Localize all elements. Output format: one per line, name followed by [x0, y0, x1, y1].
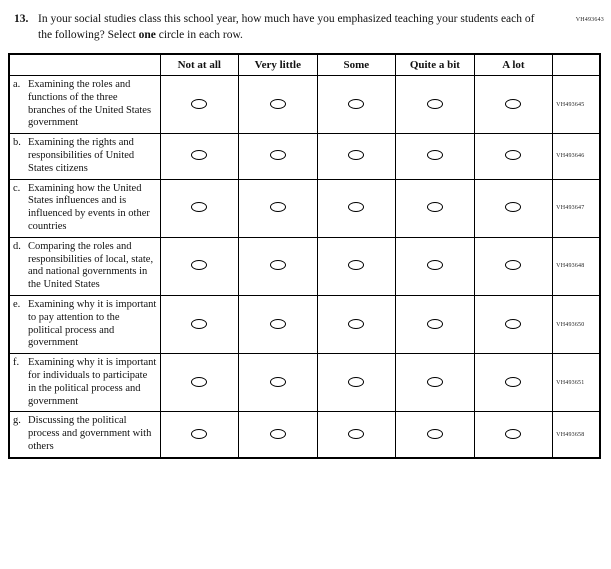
table-row: [9, 179, 600, 237]
response-bubble[interactable]: [348, 150, 364, 160]
response-cell-very-little[interactable]: [239, 412, 318, 458]
response-bubble[interactable]: [270, 99, 286, 109]
row-label-cell: [9, 134, 160, 179]
response-cell-a-lot[interactable]: [474, 295, 553, 353]
table-row: [9, 412, 600, 458]
form-code: VH493643: [575, 17, 604, 23]
row-label: Examining how the United States influences and is influenced by events in other countries: [28, 182, 150, 232]
response-bubble[interactable]: [270, 150, 286, 160]
response-cell-not-at-all[interactable]: [160, 76, 239, 134]
table-row: [9, 237, 600, 295]
response-cell-very-little[interactable]: [239, 237, 318, 295]
row-letter: g.: [13, 415, 21, 427]
row-label: Comparing the roles and responsibilities of local, state, and national governments in the United States: [28, 240, 154, 291]
response-cell-some[interactable]: [317, 179, 396, 237]
response-bubble[interactable]: [270, 429, 286, 439]
response-bubble[interactable]: [191, 202, 207, 212]
row-label-cell: [9, 412, 160, 458]
response-bubble[interactable]: [427, 319, 443, 329]
response-bubble[interactable]: [191, 429, 207, 439]
response-bubble[interactable]: [191, 377, 207, 387]
response-cell-very-little[interactable]: [239, 295, 318, 353]
response-cell-quite-a-bit[interactable]: [396, 354, 475, 412]
row-letter: c.: [13, 182, 21, 194]
column-header-some: Some: [317, 54, 396, 76]
table-row: [9, 354, 600, 412]
row-letter: d.: [13, 240, 21, 252]
response-bubble[interactable]: [348, 319, 364, 329]
response-bubble[interactable]: [270, 377, 286, 387]
row-code: VH493648: [553, 237, 600, 295]
response-cell-quite-a-bit[interactable]: [396, 412, 475, 458]
response-cell-a-lot[interactable]: [474, 412, 553, 458]
response-bubble[interactable]: [505, 260, 521, 270]
row-label: Discussing the political process and government with others: [28, 415, 152, 452]
row-letter: e.: [13, 298, 21, 310]
question-text-block: [14, 12, 551, 43]
response-bubble[interactable]: [427, 429, 443, 439]
question-text-part1: In your social studies class this school year, how much have you emphasized teaching your students each of the following? Select: [38, 13, 535, 41]
response-bubble[interactable]: [505, 377, 521, 387]
response-bubble[interactable]: [270, 202, 286, 212]
row-letter: f.: [13, 357, 20, 369]
corner-header: [9, 54, 160, 76]
response-cell-not-at-all[interactable]: [160, 134, 239, 179]
response-bubble[interactable]: [348, 377, 364, 387]
response-cell-not-at-all[interactable]: [160, 295, 239, 353]
row-code: VH493645: [553, 76, 600, 134]
response-bubble[interactable]: [348, 202, 364, 212]
response-bubble[interactable]: [191, 319, 207, 329]
response-bubble[interactable]: [505, 429, 521, 439]
response-cell-a-lot[interactable]: [474, 354, 553, 412]
row-label-cell: [9, 76, 160, 134]
response-bubble[interactable]: [427, 260, 443, 270]
question-number: 13.: [14, 13, 29, 25]
row-code: VH493646: [553, 134, 600, 179]
response-cell-some[interactable]: [317, 412, 396, 458]
table-row: [9, 134, 600, 179]
row-letter: b.: [13, 137, 21, 149]
row-label-cell: [9, 354, 160, 412]
row-label: Examining the rights and responsibilities of United States citizens: [28, 137, 135, 174]
response-cell-quite-a-bit[interactable]: [396, 237, 475, 295]
response-bubble[interactable]: [505, 99, 521, 109]
response-bubble[interactable]: [270, 319, 286, 329]
response-cell-some[interactable]: [317, 134, 396, 179]
response-bubble[interactable]: [427, 150, 443, 160]
row-label: Examining why it is important to pay attention to the political process and government: [28, 298, 157, 349]
response-bubble[interactable]: [427, 99, 443, 109]
response-cell-some[interactable]: [317, 237, 396, 295]
row-label: Examining the roles and functions of the three branches of the United States government: [28, 79, 152, 129]
row-label-cell: [9, 179, 160, 237]
row-code: VH493651: [553, 354, 600, 412]
response-cell-not-at-all[interactable]: [160, 237, 239, 295]
question-text-part2: circle in each row.: [155, 28, 243, 41]
response-bubble[interactable]: [191, 260, 207, 270]
response-bubble[interactable]: [505, 319, 521, 329]
response-cell-some[interactable]: [317, 76, 396, 134]
response-bubble[interactable]: [348, 99, 364, 109]
response-bubble[interactable]: [427, 202, 443, 212]
response-cell-not-at-all[interactable]: [160, 412, 239, 458]
response-bubble[interactable]: [427, 377, 443, 387]
row-code: VH493658: [553, 412, 600, 458]
row-label: Examining why it is important for individuals to participate in the political process and government: [28, 357, 157, 407]
response-cell-a-lot[interactable]: [474, 237, 553, 295]
response-cell-quite-a-bit[interactable]: [396, 295, 475, 353]
response-bubble[interactable]: [505, 202, 521, 212]
response-cell-some[interactable]: [317, 354, 396, 412]
question-bold-word: one: [138, 28, 156, 41]
response-cell-quite-a-bit[interactable]: [396, 134, 475, 179]
response-cell-very-little[interactable]: [239, 354, 318, 412]
response-cell-very-little[interactable]: [239, 134, 318, 179]
response-cell-a-lot[interactable]: [474, 76, 553, 134]
table-row: [9, 76, 600, 134]
response-cell-not-at-all[interactable]: [160, 354, 239, 412]
response-bubble[interactable]: [270, 260, 286, 270]
response-cell-quite-a-bit[interactable]: [396, 76, 475, 134]
response-cell-very-little[interactable]: [239, 179, 318, 237]
column-header-very-little: Very little: [239, 54, 318, 76]
response-bubble[interactable]: [348, 429, 364, 439]
response-bubble[interactable]: [191, 150, 207, 160]
row-code: VH493650: [553, 295, 600, 353]
row-letter: a.: [13, 79, 21, 91]
code-column-header: [553, 54, 600, 76]
response-bubble[interactable]: [191, 99, 207, 109]
row-label-cell: [9, 295, 160, 353]
response-cell-quite-a-bit[interactable]: [396, 179, 475, 237]
response-cell-a-lot[interactable]: [474, 134, 553, 179]
column-header-quite-a-bit: Quite a bit: [396, 54, 475, 76]
response-cell-not-at-all[interactable]: [160, 179, 239, 237]
response-bubble[interactable]: [348, 260, 364, 270]
response-bubble[interactable]: [505, 150, 521, 160]
response-cell-some[interactable]: [317, 295, 396, 353]
response-matrix: [8, 53, 601, 459]
question-text: [38, 12, 551, 43]
response-cell-very-little[interactable]: [239, 76, 318, 134]
column-header-not-at-all: Not at all: [160, 54, 239, 76]
row-code: VH493647: [553, 179, 600, 237]
table-row: [9, 295, 600, 353]
header-row: [9, 54, 600, 76]
response-cell-a-lot[interactable]: [474, 179, 553, 237]
column-header-a-lot: A lot: [474, 54, 553, 76]
row-label-cell: [9, 237, 160, 295]
